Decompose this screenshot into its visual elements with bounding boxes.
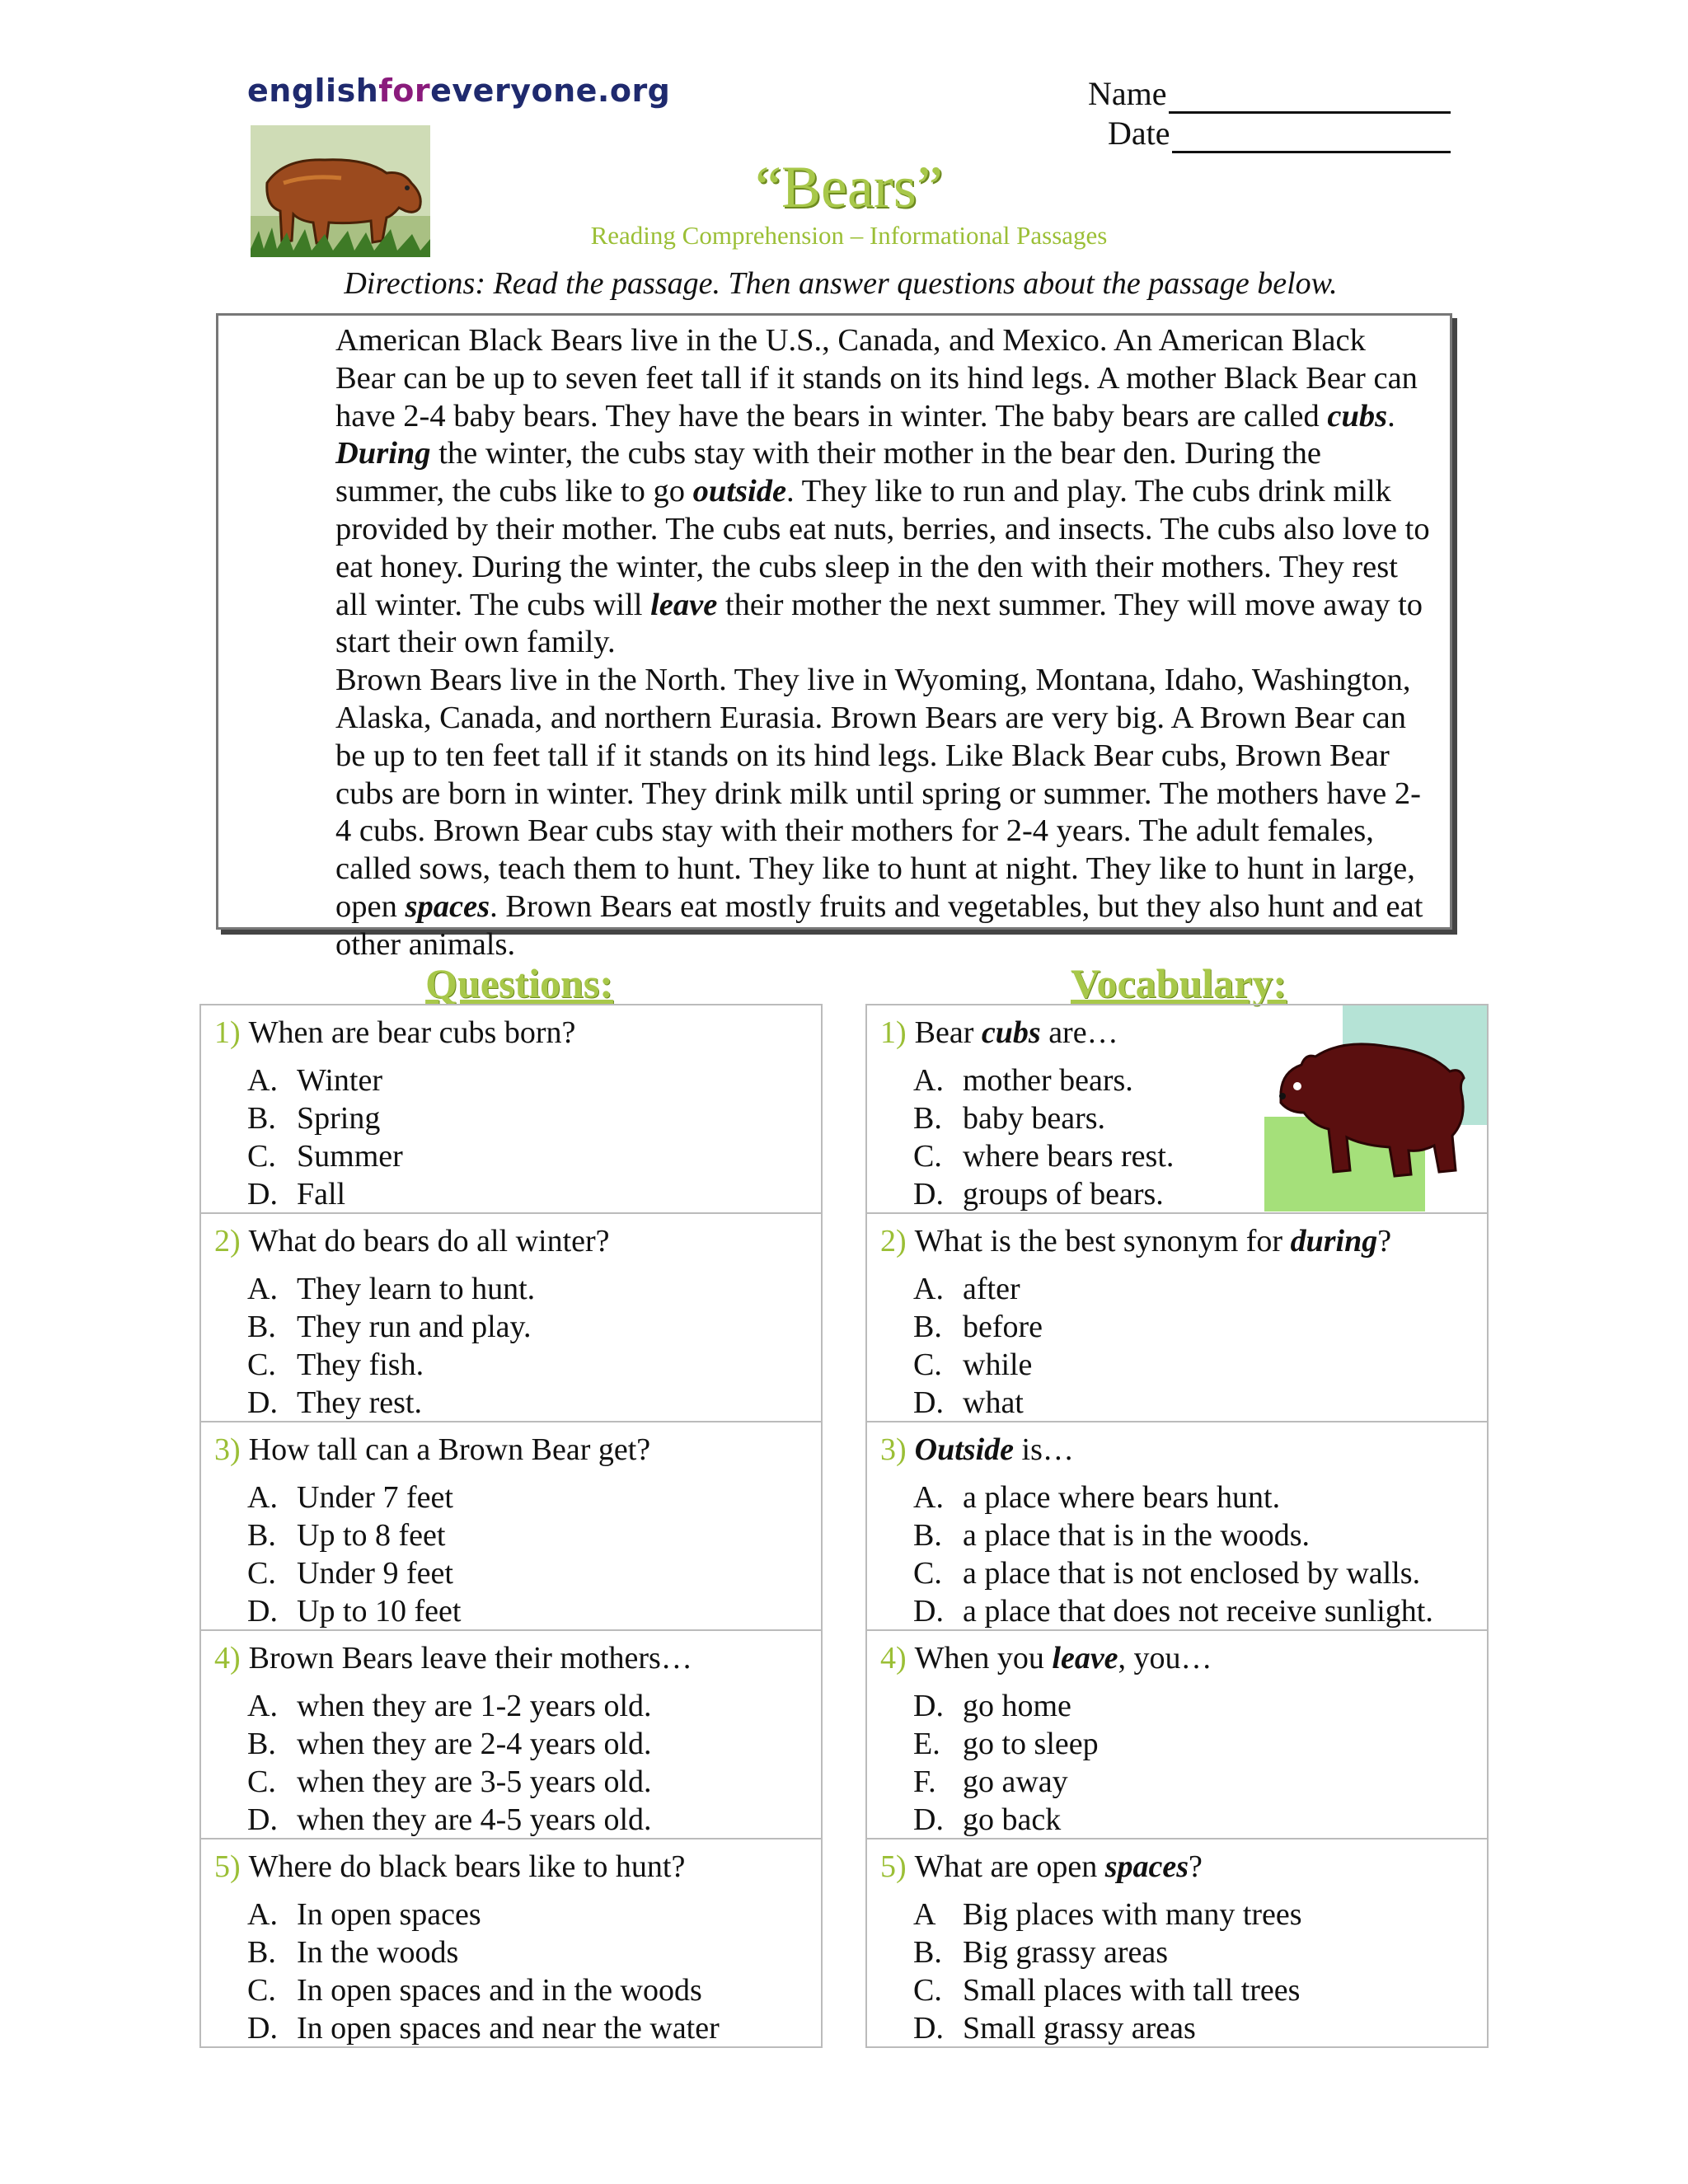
option-text: when they are 3-5 years old.: [297, 1765, 652, 1799]
option-letter: A: [913, 1897, 936, 1932]
option-letter: B.: [913, 1101, 942, 1136]
question-prompt: What do bears do all winter?: [248, 1224, 610, 1258]
option-letter: A.: [247, 1272, 278, 1306]
date-blank[interactable]: [1172, 120, 1451, 153]
option-text: In the woods: [297, 1935, 459, 1970]
option-text: baby bears.: [963, 1101, 1106, 1136]
option-text: Big grassy areas: [963, 1935, 1169, 1970]
vocab-prompt-post: ?: [1377, 1224, 1392, 1258]
answer-option[interactable]: [880, 1725, 1487, 1763]
answer-option[interactable]: [880, 1308, 1487, 1346]
answer-option[interactable]: [214, 1099, 821, 1137]
option-letter: D.: [247, 1385, 278, 1420]
p2-text-b: . Brown Bears eat mostly fruits and vegetables, but they also hunt and eat other animals.: [335, 888, 1423, 962]
p1-text-e: their mother the next summer. They will move away to start their own family.: [335, 587, 1423, 660]
vocab-prompt-pre: When you: [914, 1641, 1053, 1675]
option-letter: A.: [913, 1272, 944, 1306]
vocab-word-during: During: [335, 436, 431, 471]
vocab-question-text: [880, 1221, 1487, 1270]
option-letter: A.: [247, 1897, 278, 1932]
answer-option[interactable]: [214, 2009, 821, 2047]
option-letter: B.: [247, 1727, 276, 1761]
option-text: mother bears.: [963, 1063, 1133, 1098]
answer-option[interactable]: [214, 1725, 821, 1763]
answer-options: [880, 1479, 1487, 1630]
option-text: In open spaces: [297, 1897, 481, 1932]
answer-option[interactable]: [214, 1933, 821, 1971]
option-letter: B.: [247, 1935, 276, 1970]
option-letter: D.: [247, 1802, 278, 1837]
option-text: Summer: [297, 1139, 403, 1174]
option-text: In open spaces and near the water: [297, 2011, 720, 2046]
question-cell: [201, 1422, 821, 1631]
date-row: [1088, 114, 1451, 153]
option-letter: A.: [913, 1480, 944, 1515]
question-prompt: How tall can a Brown Bear get?: [248, 1432, 651, 1467]
option-letter: A.: [247, 1689, 278, 1723]
answer-option[interactable]: [214, 1554, 821, 1592]
option-text: go to sleep: [963, 1727, 1099, 1761]
option-text: go home: [963, 1689, 1071, 1723]
answer-option[interactable]: [214, 1479, 821, 1516]
question-number: 4): [880, 1641, 907, 1675]
option-letter: B.: [247, 1101, 276, 1136]
vocab-word: spaces: [1104, 1849, 1189, 1884]
p2-text-a: Brown Bears live in the North. They live in Wyoming, Montana, Idaho, Washington, Alaska, Canada, and northern Eurasia. Brown Bears are very big. A Brown Bear can be up to ten feet tall if it stands on its hind legs. Like Black Bear cubs, Brown Bear cubs are born in winter. They drink milk until spring or summer. The mothers have 2-4 cubs. Brown Bear cubs stay with their mothers for 2-4 years. The adult females, called sows, teach them to hunt. They like to hunt at night. They like to hunt in large, open: [335, 663, 1421, 924]
question-cell: [201, 1631, 821, 1840]
vocabulary-heading: Vocabulary:: [1070, 960, 1287, 1006]
vocab-prompt-post: are…: [1040, 1015, 1118, 1050]
option-letter: D.: [913, 2011, 944, 2046]
option-text: They rest.: [297, 1385, 422, 1420]
vocab-word-spaces: spaces: [405, 888, 490, 924]
questions-grid: [199, 1004, 823, 2048]
option-text: Fall: [297, 1177, 346, 1212]
answer-options: [214, 1896, 821, 2047]
answer-option[interactable]: [880, 1592, 1487, 1630]
option-text: Under 7 feet: [297, 1480, 453, 1515]
option-letter: C.: [247, 1139, 276, 1174]
question-text: [214, 1638, 821, 1687]
vocab-word: leave: [1052, 1641, 1118, 1675]
answer-options: [880, 1687, 1487, 1839]
p1-text-a: American Black Bears live in the U.S., Canada, and Mexico. An American Black Bear can be up to seven feet tall if it stands on its hind legs. A mother Black Bear can have 2-4 baby bears. They have the bears in winter. The baby bears are called: [335, 323, 1418, 434]
answer-option[interactable]: [214, 1062, 821, 1099]
p1-text-d: . They like to run and play. The cubs drink milk provided by their mother. The cubs eat nuts, berries, and insects. The cubs also love to eat honey. During the winter, the cubs sleep in the den with their mothers. They rest all winter. The cubs will: [335, 474, 1430, 622]
answer-option[interactable]: [880, 1896, 1487, 1933]
answer-options: [880, 1896, 1487, 2047]
question-text: [214, 1429, 821, 1479]
vocab-word-cubs: cubs: [1327, 398, 1388, 434]
option-letter: B.: [247, 1310, 276, 1344]
option-text: Up to 10 feet: [297, 1594, 462, 1629]
answer-options: [214, 1270, 821, 1422]
question-number: 2): [214, 1224, 241, 1258]
answer-option[interactable]: [214, 1687, 821, 1725]
vocab-word-outside: outside: [692, 474, 787, 509]
option-text: a place that is not enclosed by walls.: [963, 1556, 1421, 1591]
vocab-word-leave: leave: [650, 587, 718, 622]
vocab-question-text: [880, 1429, 1487, 1479]
question-number: 5): [214, 1849, 241, 1884]
option-letter: D.: [913, 1177, 944, 1212]
option-text: They learn to hunt.: [297, 1272, 536, 1306]
option-text: where bears rest.: [963, 1139, 1175, 1174]
question-text: [214, 1846, 821, 1896]
option-letter: A.: [247, 1063, 278, 1098]
vocab-question-text: [880, 1846, 1487, 1896]
answer-option[interactable]: [880, 1801, 1487, 1839]
option-letter: C.: [247, 1556, 276, 1591]
question-number: 1): [880, 1015, 907, 1050]
question-cell: [201, 1005, 821, 1214]
option-letter: D.: [913, 1594, 944, 1629]
answer-option[interactable]: [880, 1384, 1487, 1422]
site-logo: [247, 73, 670, 109]
question-number: 4): [214, 1641, 241, 1675]
question-number: 2): [880, 1224, 907, 1258]
bear-clipart-icon: [1264, 1005, 1487, 1212]
option-text: They fish.: [297, 1347, 424, 1382]
vocab-cell: [867, 1005, 1487, 1214]
reading-passage: [216, 313, 1452, 962]
vocab-word: during: [1290, 1224, 1378, 1258]
option-text: go away: [963, 1765, 1068, 1799]
option-text: when they are 4-5 years old.: [297, 1802, 652, 1837]
option-text: Winter: [297, 1063, 382, 1098]
answer-option[interactable]: [880, 1687, 1487, 1725]
answer-option[interactable]: [214, 1592, 821, 1630]
option-text: Spring: [297, 1101, 381, 1136]
logo-part-2: for: [378, 73, 431, 109]
question-prompt: Brown Bears leave their mothers…: [248, 1641, 692, 1675]
worksheet-subtitle: Reading Comprehension – Informational Passages: [590, 221, 1108, 250]
question-number: 1): [214, 1015, 241, 1050]
option-letter: D.: [247, 1177, 278, 1212]
option-letter: E.: [913, 1727, 940, 1761]
option-letter: C.: [247, 1973, 276, 2008]
vocabulary-grid: [865, 1004, 1489, 2048]
option-letter: A.: [913, 1063, 944, 1098]
vocab-word: Outside: [914, 1432, 1015, 1467]
worksheet-title: “Bears”: [755, 154, 943, 220]
name-blank[interactable]: [1169, 80, 1451, 114]
option-letter: D.: [247, 1594, 278, 1629]
answer-option[interactable]: [214, 1346, 821, 1384]
question-text: [214, 1012, 821, 1062]
question-number: 3): [214, 1432, 241, 1467]
answer-option[interactable]: [214, 1801, 821, 1839]
question-number: 5): [880, 1849, 907, 1884]
option-letter: C.: [247, 1347, 276, 1382]
vocab-cell: [867, 1840, 1487, 2048]
option-text: before: [963, 1310, 1043, 1344]
vocab-cell: [867, 1422, 1487, 1631]
logo-part-1: english: [247, 73, 379, 109]
answer-option[interactable]: [880, 1971, 1487, 2009]
answer-option[interactable]: [214, 1896, 821, 1933]
answer-option[interactable]: [880, 1763, 1487, 1801]
vocab-prompt-pre: Bear: [914, 1015, 982, 1050]
answer-option[interactable]: [214, 1516, 821, 1554]
name-row: [1088, 74, 1451, 114]
answer-option[interactable]: [214, 1971, 821, 2009]
option-letter: F.: [913, 1765, 936, 1799]
option-letter: C.: [913, 1973, 942, 2008]
option-text: Small grassy areas: [963, 2011, 1196, 2046]
option-text: Under 9 feet: [297, 1556, 453, 1591]
vocab-word: cubs: [981, 1015, 1041, 1050]
option-text: They run and play.: [297, 1310, 532, 1344]
option-letter: D.: [913, 1689, 944, 1723]
option-letter: D.: [913, 1802, 944, 1837]
option-text: after: [963, 1272, 1020, 1306]
option-letter: D.: [913, 1385, 944, 1420]
brown-bear-illustration: [251, 125, 430, 257]
option-letter: C.: [913, 1556, 942, 1591]
passage-paragraph-2: [237, 662, 1433, 963]
passage-paragraph-1: [237, 322, 1433, 662]
answer-option[interactable]: [880, 1479, 1487, 1516]
question-text: [214, 1221, 821, 1270]
vocab-prompt-post: ?: [1189, 1849, 1203, 1884]
option-letter: D.: [247, 2011, 278, 2046]
option-text: groups of bears.: [963, 1177, 1164, 1212]
vocab-prompt-pre: What is the best synonym for: [914, 1224, 1291, 1258]
vocab-prompt-pre: What are open: [914, 1849, 1105, 1884]
questions-heading: Questions:: [425, 960, 613, 1006]
directions: Directions: Read the passage. Then answer questions about the passage below.: [344, 266, 1338, 301]
answer-option[interactable]: [214, 1175, 821, 1213]
option-letter: B.: [247, 1518, 276, 1553]
option-letter: C.: [913, 1139, 942, 1174]
answer-option[interactable]: [880, 1933, 1487, 1971]
option-text: when they are 1-2 years old.: [297, 1689, 652, 1723]
option-letter: B.: [913, 1518, 942, 1553]
p1-text-b: .: [1387, 398, 1395, 434]
vocab-question-text: [880, 1638, 1487, 1687]
option-letter: B.: [913, 1310, 942, 1344]
vocab-cell: [867, 1214, 1487, 1422]
answer-options: [214, 1479, 821, 1630]
answer-option[interactable]: [880, 1516, 1487, 1554]
option-letter: C.: [913, 1347, 942, 1382]
option-text: a place that does not receive sunlight.: [963, 1594, 1433, 1629]
answer-option[interactable]: [880, 2009, 1487, 2047]
question-cell: [201, 1840, 821, 2048]
logo-part-3: everyone.org: [430, 73, 671, 109]
option-text: go back: [963, 1802, 1062, 1837]
answer-options: [880, 1270, 1487, 1422]
question-number: 3): [880, 1432, 907, 1467]
vocab-cell: [867, 1631, 1487, 1840]
answer-option[interactable]: [880, 1346, 1487, 1384]
question-cell: [201, 1214, 821, 1422]
option-text: Small places with tall trees: [963, 1973, 1301, 2008]
option-text: Big places with many trees: [963, 1897, 1302, 1932]
vocab-prompt-post: , you…: [1118, 1641, 1212, 1675]
option-text: Up to 8 feet: [297, 1518, 446, 1553]
option-text: while: [963, 1347, 1033, 1382]
question-prompt: Where do black bears like to hunt?: [248, 1849, 686, 1884]
option-letter: C.: [247, 1765, 276, 1799]
option-text: In open spaces and in the woods: [297, 1973, 702, 2008]
name-date-block: [1088, 74, 1451, 153]
answer-options: [214, 1062, 821, 1213]
option-text: a place that is in the woods.: [963, 1518, 1311, 1553]
option-text: when they are 2-4 years old.: [297, 1727, 652, 1761]
answer-option[interactable]: [880, 1270, 1487, 1308]
answer-option[interactable]: [214, 1384, 821, 1422]
answer-option[interactable]: [214, 1137, 821, 1175]
option-letter: A.: [247, 1480, 278, 1515]
date-label: Date: [1108, 115, 1170, 152]
answer-option[interactable]: [214, 1270, 821, 1308]
option-text: a place where bears hunt.: [963, 1480, 1281, 1515]
answer-option[interactable]: [214, 1763, 821, 1801]
vocab-prompt-post: is…: [1014, 1432, 1074, 1467]
question-prompt: When are bear cubs born?: [248, 1015, 576, 1050]
name-label: Name: [1088, 75, 1167, 112]
option-letter: B.: [913, 1935, 942, 1970]
answer-option[interactable]: [214, 1308, 821, 1346]
answer-options: [214, 1687, 821, 1839]
option-text: what: [963, 1385, 1024, 1420]
answer-option[interactable]: [880, 1554, 1487, 1592]
p1-text-c: the winter, the cubs stay with their mother in the bear den. During the summer, the cubs like to go: [335, 436, 1322, 509]
